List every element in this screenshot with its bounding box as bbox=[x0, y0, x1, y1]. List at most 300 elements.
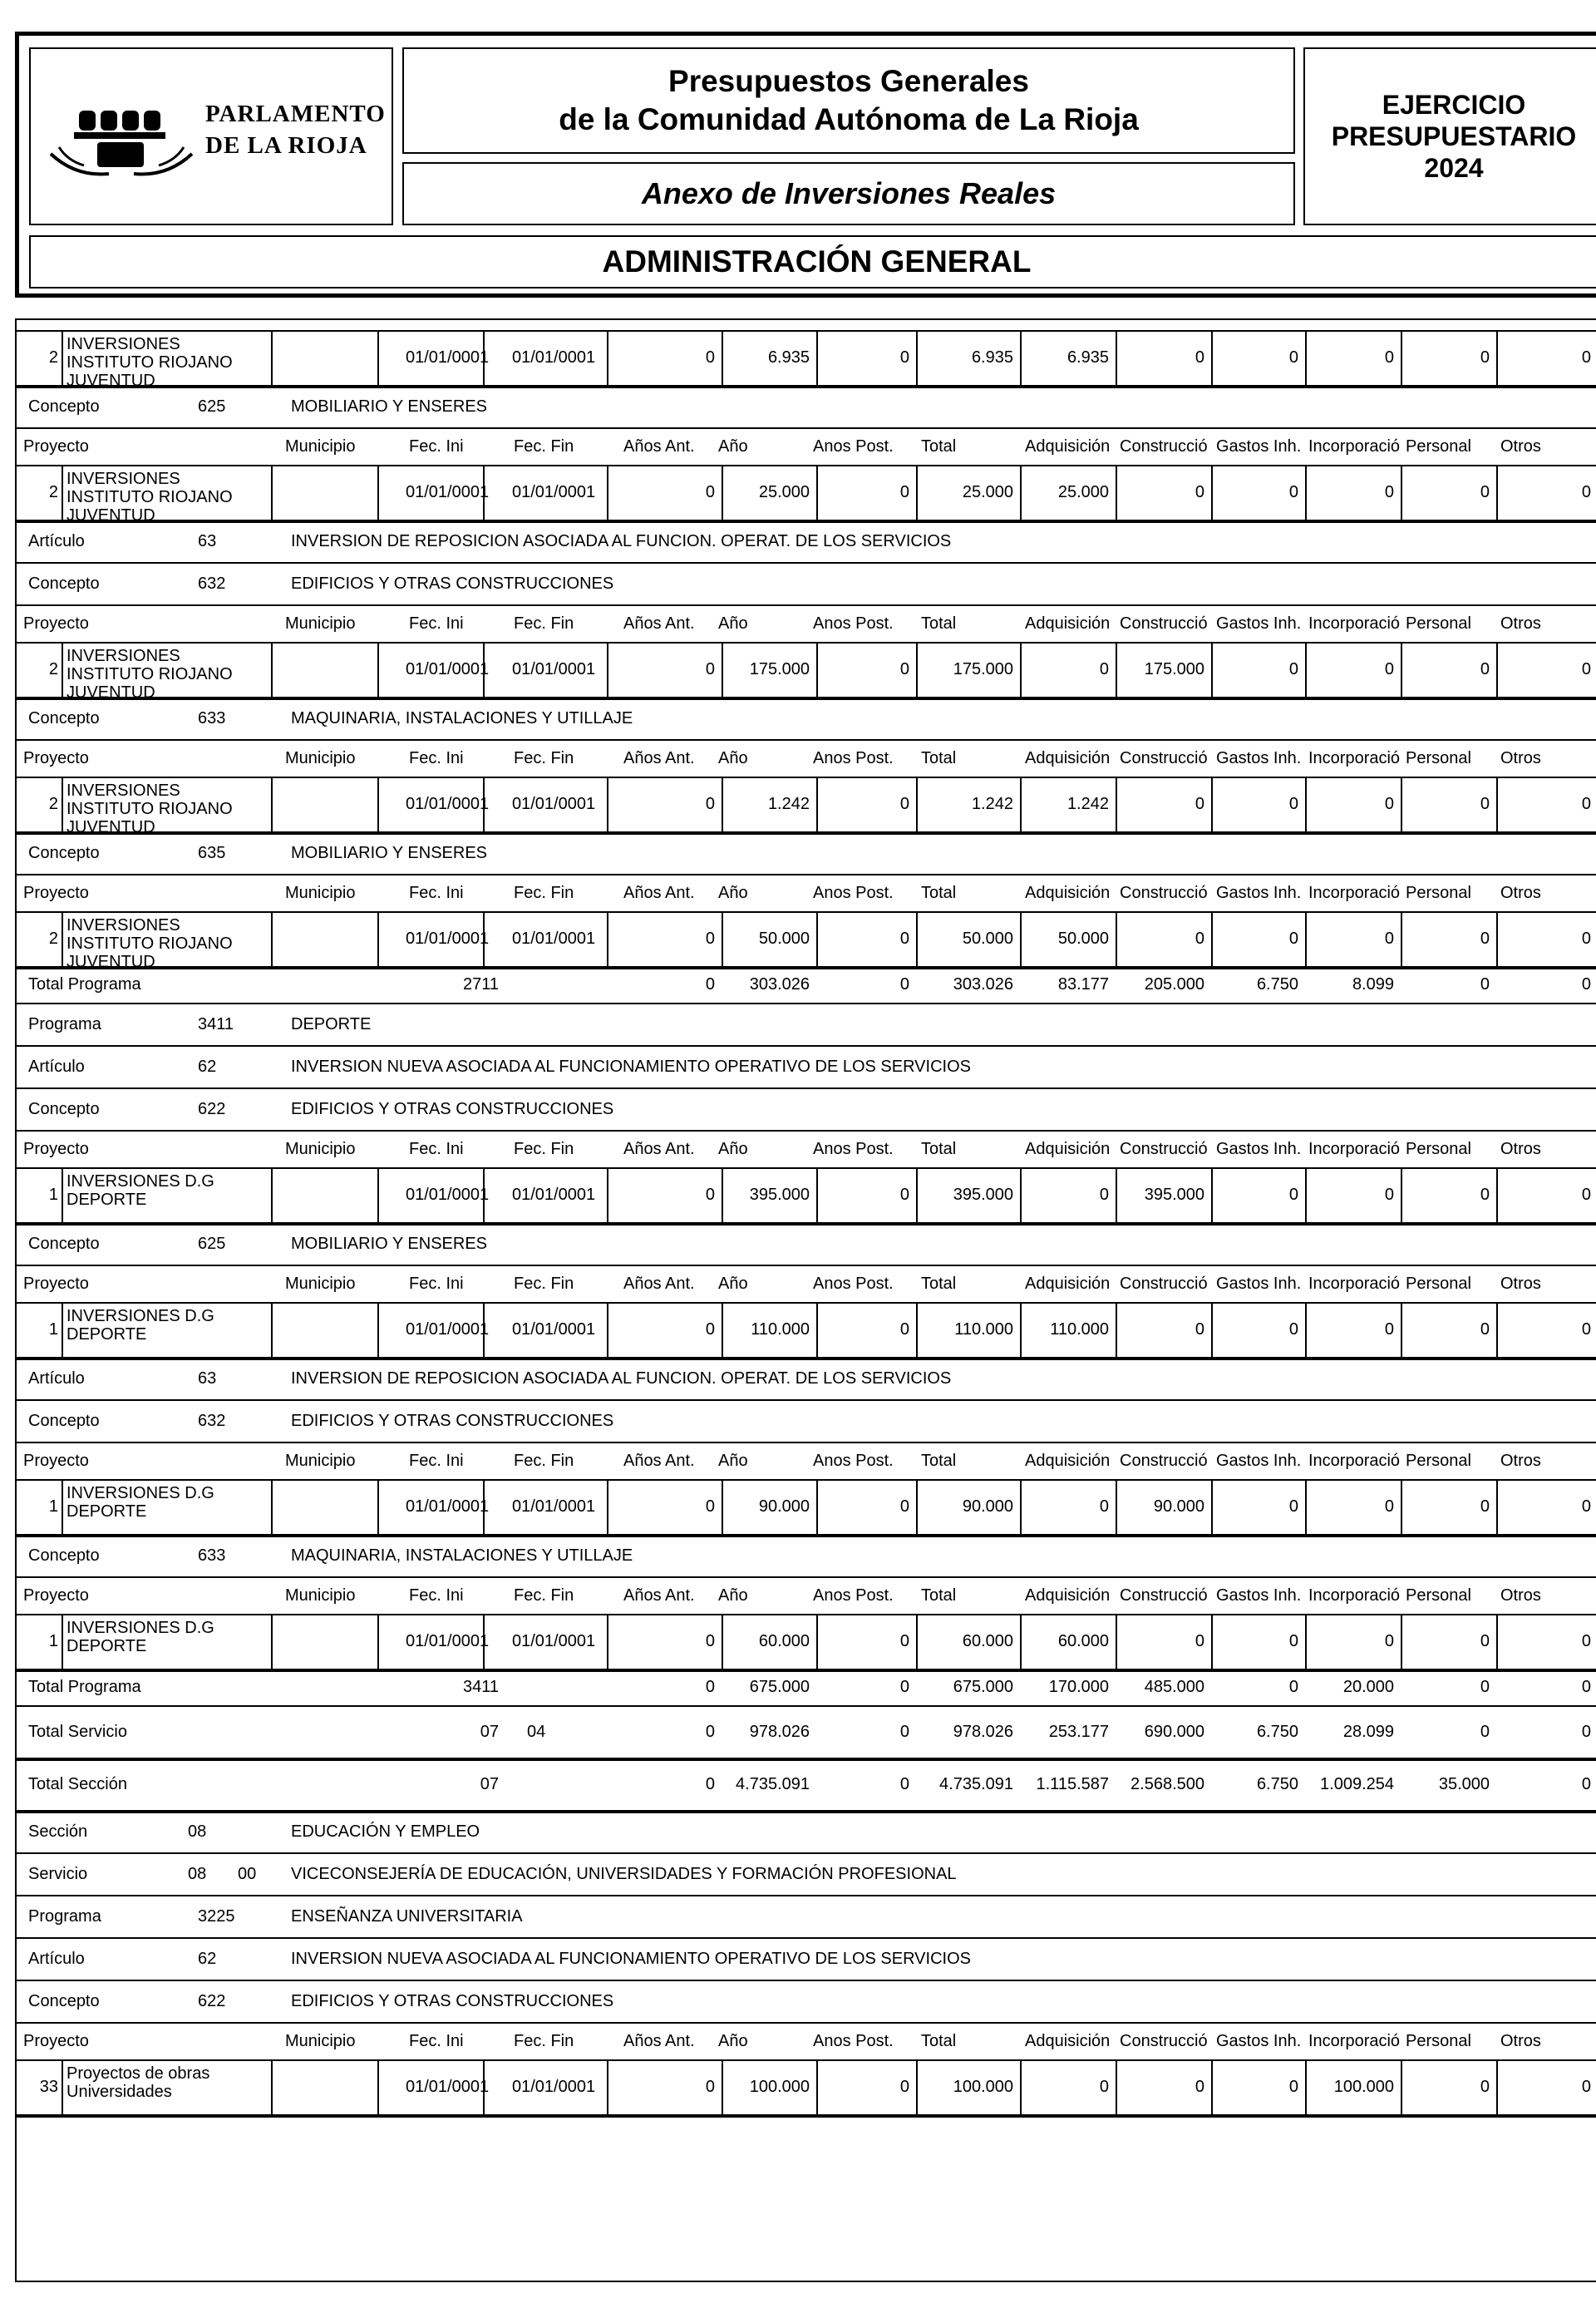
row-description: INVERSION NUEVA ASOCIADA AL FUNCIONAMIENTO OPERATIVO DE LOS SERVICIOS bbox=[291, 1058, 971, 1076]
cell-divider bbox=[62, 332, 63, 385]
total-row bbox=[17, 1670, 1596, 1707]
amount-cell: 0 bbox=[899, 660, 909, 678]
column-header: Año bbox=[718, 614, 748, 633]
cell-divider bbox=[377, 1169, 379, 1222]
column-header: Adquisición bbox=[1025, 1140, 1111, 1158]
cell-divider bbox=[271, 913, 273, 966]
amount-cell: 175.000 bbox=[749, 660, 810, 678]
amount-cell: 100.000 bbox=[1333, 2078, 1394, 2096]
amount-cell: 50.000 bbox=[758, 930, 810, 948]
amount-cell: 0 bbox=[1384, 1186, 1394, 1204]
project-start-date: 01/01/0001 bbox=[406, 1320, 490, 1339]
classification-row bbox=[17, 1401, 1596, 1443]
column-header: Incorporació bbox=[1308, 2032, 1401, 2050]
classification-row bbox=[17, 1004, 1596, 1047]
amount-cell: 0 bbox=[1581, 930, 1591, 948]
section-title: ADMINISTRACIÓN GENERAL bbox=[602, 244, 1032, 279]
project-start-date: 01/01/0001 bbox=[406, 1497, 490, 1516]
cell-divider bbox=[271, 1169, 273, 1222]
amount-cell: 60.000 bbox=[962, 1632, 1013, 1650]
cell-divider bbox=[271, 1481, 273, 1534]
column-header: Total bbox=[921, 1275, 957, 1293]
amount-cell: 0 bbox=[1384, 1497, 1394, 1516]
column-header: Otros bbox=[1500, 2032, 1541, 2050]
amount-cell: 6.935 bbox=[971, 348, 1013, 367]
column-header: Construcció bbox=[1120, 437, 1208, 456]
amount-cell: 0 bbox=[1288, 1186, 1298, 1204]
column-header: Incorporació bbox=[1308, 749, 1401, 767]
row-code: 633 bbox=[198, 709, 226, 727]
amount-cell: 90.000 bbox=[1153, 1497, 1204, 1516]
column-header: Municipio bbox=[285, 1140, 356, 1158]
total-code: 07 bbox=[480, 1775, 499, 1793]
project-name: INVERSIONES INSTITUTO RIOJANO JUVENTUD bbox=[66, 782, 233, 836]
column-header: Incorporació bbox=[1308, 1140, 1401, 1158]
amount-cell: 6.935 bbox=[1066, 348, 1109, 367]
row-code2: 00 bbox=[238, 1865, 257, 1883]
total-code: 3411 bbox=[462, 1678, 499, 1696]
classification-row bbox=[17, 387, 1596, 429]
column-header: Construcció bbox=[1120, 1452, 1208, 1470]
column-header: Total bbox=[921, 884, 957, 902]
amount-cell: 0 bbox=[1581, 1632, 1591, 1650]
cell-divider bbox=[62, 1615, 63, 1669]
amount-cell: 25.000 bbox=[962, 483, 1013, 501]
total-code: 07 bbox=[480, 1723, 499, 1741]
classification-row bbox=[17, 1896, 1596, 1939]
total-amount: 0 bbox=[705, 1775, 715, 1793]
row-description: INVERSION DE REPOSICION ASOCIADA AL FUNCION. OPERAT. DE LOS SERVICIOS bbox=[291, 532, 952, 550]
column-header: Fec. Ini bbox=[409, 884, 464, 902]
row-description: INVERSION NUEVA ASOCIADA AL FUNCIONAMIENTO OPERATIVO DE LOS SERVICIOS bbox=[291, 1950, 971, 1968]
total-label: Total Programa bbox=[28, 1678, 141, 1696]
total-amount: 485.000 bbox=[1144, 1678, 1204, 1696]
fiscal-year-line2: PRESUPUESTARIO bbox=[1331, 121, 1577, 151]
amount-cell: 0 bbox=[1480, 660, 1490, 678]
row-label: Artículo bbox=[28, 1058, 85, 1076]
column-header: Proyecto bbox=[23, 884, 89, 902]
row-label: Concepto bbox=[28, 709, 100, 727]
amount-cell: 0 bbox=[899, 483, 909, 501]
column-header: Anos Post. bbox=[813, 1586, 894, 1605]
column-header: Proyecto bbox=[23, 614, 89, 633]
column-header: Fec. Fin bbox=[514, 614, 574, 633]
project-number: 1 bbox=[48, 1186, 58, 1204]
column-header: Adquisición bbox=[1025, 1586, 1111, 1605]
cell-divider bbox=[377, 466, 379, 520]
column-header: Año bbox=[718, 1586, 748, 1605]
total-amount: 4.735.091 bbox=[939, 1775, 1013, 1793]
total-amount: 6.750 bbox=[1256, 975, 1298, 994]
column-header: Proyecto bbox=[23, 749, 89, 767]
row-label: Concepto bbox=[28, 1992, 100, 2010]
column-header-row bbox=[17, 429, 1596, 466]
project-end-date: 01/01/0001 bbox=[512, 1497, 596, 1516]
column-header: Total bbox=[921, 749, 957, 767]
project-start-date: 01/01/0001 bbox=[406, 348, 490, 367]
cell-divider bbox=[271, 1304, 273, 1357]
amount-cell: 0 bbox=[705, 1320, 715, 1339]
parliament-logo-box bbox=[29, 47, 393, 225]
amount-cell: 50.000 bbox=[962, 930, 1013, 948]
amount-cell: 0 bbox=[1480, 348, 1490, 367]
total-amount: 170.000 bbox=[1048, 1678, 1109, 1696]
table-top-strip bbox=[17, 320, 1596, 332]
row-description: MOBILIARIO Y ENSERES bbox=[291, 1235, 488, 1253]
column-header: Gastos Inh. bbox=[1216, 614, 1302, 633]
classification-row bbox=[17, 1224, 1596, 1266]
column-header: Fec. Ini bbox=[409, 1140, 464, 1158]
row-description: MOBILIARIO Y ENSERES bbox=[291, 844, 488, 862]
amount-cell: 0 bbox=[1384, 348, 1394, 367]
column-header: Fec. Fin bbox=[514, 437, 574, 456]
column-header: Construcció bbox=[1120, 1140, 1208, 1158]
amount-cell: 0 bbox=[1384, 1632, 1394, 1650]
column-header: Anos Post. bbox=[813, 884, 894, 902]
row-description: DEPORTE bbox=[291, 1015, 372, 1033]
column-header: Año bbox=[718, 884, 748, 902]
column-header: Personal bbox=[1406, 1452, 1471, 1470]
total-row bbox=[17, 968, 1596, 1004]
classification-row bbox=[17, 1359, 1596, 1401]
project-number: 2 bbox=[48, 930, 58, 948]
fiscal-year-line1: EJERCICIO bbox=[1382, 90, 1526, 120]
cell-divider bbox=[62, 913, 63, 966]
row-label: Concepto bbox=[28, 1546, 100, 1565]
column-header: Municipio bbox=[285, 749, 356, 767]
row-code: 625 bbox=[198, 1235, 226, 1253]
cell-divider bbox=[62, 778, 63, 831]
column-header: Total bbox=[921, 437, 957, 456]
total-amount: 6.750 bbox=[1256, 1775, 1298, 1793]
column-header-row bbox=[17, 606, 1596, 644]
fiscal-year-box bbox=[1303, 47, 1596, 225]
project-name: INVERSIONES INSTITUTO RIOJANO JUVENTUD bbox=[66, 916, 233, 971]
total-amount: 0 bbox=[705, 1678, 715, 1696]
amount-cell: 0 bbox=[1288, 660, 1298, 678]
row-code: 633 bbox=[198, 1546, 226, 1565]
row-label: Concepto bbox=[28, 1412, 100, 1430]
column-header: Municipio bbox=[285, 1586, 356, 1605]
column-header: Proyecto bbox=[23, 2032, 89, 2050]
cell-divider bbox=[271, 778, 273, 831]
amount-cell: 0 bbox=[705, 930, 715, 948]
column-header: Anos Post. bbox=[813, 614, 894, 633]
cell-divider bbox=[62, 2061, 63, 2114]
column-header: Fec. Fin bbox=[514, 884, 574, 902]
total-amount: 253.177 bbox=[1048, 1723, 1109, 1741]
total-amount: 0 bbox=[705, 1723, 715, 1741]
project-number: 2 bbox=[48, 660, 58, 678]
amount-cell: 0 bbox=[1384, 930, 1394, 948]
row-label: Concepto bbox=[28, 1235, 100, 1253]
column-header: Construcció bbox=[1120, 614, 1208, 633]
total-amount: 675.000 bbox=[749, 1678, 810, 1696]
amount-cell: 60.000 bbox=[758, 1632, 810, 1650]
column-header: Año bbox=[718, 749, 748, 767]
column-header: Adquisición bbox=[1025, 1452, 1111, 1470]
project-row bbox=[17, 778, 1596, 835]
column-header: Adquisición bbox=[1025, 749, 1111, 767]
amount-cell: 0 bbox=[1581, 2078, 1591, 2096]
amount-cell: 0 bbox=[1480, 1632, 1490, 1650]
amount-cell: 175.000 bbox=[1144, 660, 1204, 678]
row-code: 3225 bbox=[198, 1907, 235, 1926]
column-header: Anos Post. bbox=[813, 437, 894, 456]
amount-cell: 0 bbox=[1195, 483, 1204, 501]
project-end-date: 01/01/0001 bbox=[512, 1186, 596, 1204]
amount-cell: 0 bbox=[1288, 1632, 1298, 1650]
amount-cell: 0 bbox=[1099, 1497, 1109, 1516]
amount-cell: 0 bbox=[1384, 1320, 1394, 1339]
project-number: 2 bbox=[48, 483, 58, 501]
amount-cell: 0 bbox=[1288, 930, 1298, 948]
total-amount: 978.026 bbox=[749, 1723, 810, 1741]
project-number: 1 bbox=[48, 1632, 58, 1650]
row-code: 632 bbox=[198, 1412, 226, 1430]
column-header: Fec. Ini bbox=[409, 2032, 464, 2050]
column-header: Anos Post. bbox=[813, 749, 894, 767]
project-end-date: 01/01/0001 bbox=[512, 660, 596, 678]
row-description: EDIFICIOS Y OTRAS CONSTRUCCIONES bbox=[291, 1100, 614, 1118]
total-amount: 0 bbox=[1480, 975, 1490, 994]
cell-divider bbox=[377, 644, 379, 697]
column-header: Municipio bbox=[285, 884, 356, 902]
project-end-date: 01/01/0001 bbox=[512, 348, 596, 367]
project-row bbox=[17, 2061, 1596, 2118]
total-amount: 6.750 bbox=[1256, 1723, 1298, 1741]
amount-cell: 0 bbox=[1288, 1320, 1298, 1339]
investment-table bbox=[15, 318, 1596, 2282]
column-header: Gastos Inh. bbox=[1216, 749, 1302, 767]
project-end-date: 01/01/0001 bbox=[512, 1632, 596, 1650]
row-label: Servicio bbox=[28, 1865, 88, 1883]
total-amount: 35.000 bbox=[1438, 1775, 1490, 1793]
project-name: INVERSIONES D.G DEPORTE bbox=[66, 1484, 214, 1521]
row-label: Artículo bbox=[28, 532, 85, 550]
project-number: 33 bbox=[39, 2078, 58, 2096]
total-amount: 0 bbox=[1581, 975, 1591, 994]
column-header: Gastos Inh. bbox=[1216, 437, 1302, 456]
classification-row bbox=[17, 833, 1596, 875]
row-description: VICECONSEJERÍA DE EDUCACIÓN, UNIVERSIDADES Y FORMACIÓN PROFESIONAL bbox=[291, 1865, 957, 1883]
column-header-row bbox=[17, 1578, 1596, 1615]
row-label: Concepto bbox=[28, 1100, 100, 1118]
amount-cell: 0 bbox=[899, 1632, 909, 1650]
row-label: Artículo bbox=[28, 1950, 85, 1968]
logo-text-line1: PARLAMENTO bbox=[205, 101, 386, 127]
column-header: Municipio bbox=[285, 1275, 356, 1293]
cell-divider bbox=[271, 1615, 273, 1669]
amount-cell: 395.000 bbox=[953, 1186, 1013, 1204]
column-header: Año bbox=[718, 1275, 748, 1293]
row-code: 632 bbox=[198, 575, 226, 593]
amount-cell: 0 bbox=[1480, 1497, 1490, 1516]
column-header: Incorporació bbox=[1308, 1586, 1401, 1605]
amount-cell: 0 bbox=[1480, 1186, 1490, 1204]
amount-cell: 0 bbox=[705, 2078, 715, 2096]
total-amount: 0 bbox=[1581, 1678, 1591, 1696]
row-description: EDUCACIÓN Y EMPLEO bbox=[291, 1822, 480, 1841]
row-code: 08 bbox=[188, 1865, 207, 1883]
column-header: Adquisición bbox=[1025, 1275, 1111, 1293]
project-row bbox=[17, 913, 1596, 969]
column-header: Personal bbox=[1406, 749, 1471, 767]
amount-cell: 395.000 bbox=[1144, 1186, 1204, 1204]
column-header: Incorporació bbox=[1308, 1452, 1401, 1470]
row-label: Concepto bbox=[28, 844, 100, 862]
project-number: 1 bbox=[48, 1320, 58, 1339]
row-description: EDIFICIOS Y OTRAS CONSTRUCCIONES bbox=[291, 1992, 614, 2010]
total-label: Total Sección bbox=[28, 1775, 127, 1793]
column-header: Otros bbox=[1500, 1586, 1541, 1605]
total-row bbox=[17, 1707, 1596, 1761]
amount-cell: 0 bbox=[705, 348, 715, 367]
project-start-date: 01/01/0001 bbox=[406, 795, 490, 813]
amount-cell: 60.000 bbox=[1057, 1632, 1109, 1650]
project-name: INVERSIONES D.G DEPORTE bbox=[66, 1307, 214, 1344]
column-header: Años Ant. bbox=[623, 1275, 695, 1293]
project-end-date: 01/01/0001 bbox=[512, 483, 596, 501]
amount-cell: 0 bbox=[899, 795, 909, 813]
classification-row bbox=[17, 1939, 1596, 1981]
column-header: Incorporació bbox=[1308, 1275, 1401, 1293]
amount-cell: 1.242 bbox=[767, 795, 810, 813]
amount-cell: 0 bbox=[705, 483, 715, 501]
cell-divider bbox=[62, 1481, 63, 1534]
amount-cell: 0 bbox=[1195, 348, 1204, 367]
amount-cell: 0 bbox=[1195, 1632, 1204, 1650]
column-header: Años Ant. bbox=[623, 1140, 695, 1158]
column-header: Año bbox=[718, 1452, 748, 1470]
row-code: 63 bbox=[198, 532, 217, 550]
column-header: Municipio bbox=[285, 2032, 356, 2050]
column-header: Total bbox=[921, 2032, 957, 2050]
row-description: MAQUINARIA, INSTALACIONES Y UTILLAJE bbox=[291, 1546, 633, 1565]
cell-divider bbox=[271, 332, 273, 385]
amount-cell: 0 bbox=[899, 2078, 909, 2096]
cell-divider bbox=[377, 1304, 379, 1357]
cell-divider bbox=[62, 1304, 63, 1357]
row-code: 63 bbox=[198, 1369, 217, 1388]
column-header: Gastos Inh. bbox=[1216, 884, 1302, 902]
total-label: Total Servicio bbox=[28, 1723, 127, 1741]
column-header: Construcció bbox=[1120, 2032, 1208, 2050]
amount-cell: 0 bbox=[899, 1320, 909, 1339]
total-row bbox=[17, 1759, 1596, 1813]
project-name: INVERSIONES INSTITUTO RIOJANO JUVENTUD bbox=[66, 647, 233, 702]
column-header: Años Ant. bbox=[623, 437, 695, 456]
amount-cell: 0 bbox=[1581, 348, 1591, 367]
amount-cell: 0 bbox=[1099, 2078, 1109, 2096]
total-amount: 8.099 bbox=[1352, 975, 1394, 994]
project-start-date: 01/01/0001 bbox=[406, 2078, 490, 2096]
total-amount: 0 bbox=[1480, 1723, 1490, 1741]
column-header: Adquisición bbox=[1025, 2032, 1111, 2050]
column-header: Gastos Inh. bbox=[1216, 1140, 1302, 1158]
amount-cell: 0 bbox=[1480, 930, 1490, 948]
amount-cell: 0 bbox=[1195, 2078, 1204, 2096]
amount-cell: 0 bbox=[705, 660, 715, 678]
column-header-row bbox=[17, 741, 1596, 778]
amount-cell: 1.242 bbox=[1066, 795, 1109, 813]
total-amount: 0 bbox=[899, 975, 909, 994]
amount-cell: 0 bbox=[1288, 795, 1298, 813]
amount-cell: 0 bbox=[1195, 1320, 1204, 1339]
cell-divider bbox=[377, 913, 379, 966]
row-code: 62 bbox=[198, 1950, 217, 1968]
column-header: Años Ant. bbox=[623, 2032, 695, 2050]
column-header: Años Ant. bbox=[623, 749, 695, 767]
total-amount: 205.000 bbox=[1144, 975, 1204, 994]
cell-divider bbox=[377, 1615, 379, 1669]
amount-cell: 0 bbox=[899, 1186, 909, 1204]
column-header: Adquisición bbox=[1025, 437, 1111, 456]
total-code2: 04 bbox=[527, 1723, 546, 1741]
total-amount: 1.009.254 bbox=[1320, 1775, 1394, 1793]
column-header: Anos Post. bbox=[813, 1275, 894, 1293]
total-amount: 0 bbox=[1581, 1775, 1591, 1793]
column-header: Total bbox=[921, 1140, 957, 1158]
amount-cell: 0 bbox=[1099, 1186, 1109, 1204]
column-header: Fec. Fin bbox=[514, 2032, 574, 2050]
row-code: 622 bbox=[198, 1100, 226, 1118]
amount-cell: 0 bbox=[1288, 1497, 1298, 1516]
amount-cell: 0 bbox=[705, 795, 715, 813]
cell-divider bbox=[62, 644, 63, 697]
column-header: Proyecto bbox=[23, 1275, 89, 1293]
column-header: Personal bbox=[1406, 614, 1471, 633]
amount-cell: 0 bbox=[1581, 795, 1591, 813]
column-header: Año bbox=[718, 2032, 748, 2050]
row-code: 3411 bbox=[198, 1015, 234, 1033]
column-header: Incorporació bbox=[1308, 884, 1401, 902]
cell-divider bbox=[271, 466, 273, 520]
amount-cell: 0 bbox=[1288, 483, 1298, 501]
project-name: INVERSIONES D.G DEPORTE bbox=[66, 1619, 214, 1655]
row-label: Concepto bbox=[28, 575, 100, 593]
project-number: 2 bbox=[48, 795, 58, 813]
cell-divider bbox=[62, 1169, 63, 1222]
column-header: Años Ant. bbox=[623, 884, 695, 902]
row-code: 635 bbox=[198, 844, 226, 862]
row-label: Concepto bbox=[28, 397, 100, 416]
amount-cell: 90.000 bbox=[962, 1497, 1013, 1516]
column-header: Otros bbox=[1500, 437, 1541, 456]
cell-divider bbox=[377, 778, 379, 831]
cell-divider bbox=[377, 2061, 379, 2114]
total-amount: 20.000 bbox=[1342, 1678, 1394, 1696]
column-header: Adquisición bbox=[1025, 614, 1111, 633]
total-amount: 0 bbox=[1480, 1678, 1490, 1696]
column-header: Construcció bbox=[1120, 884, 1208, 902]
amount-cell: 0 bbox=[1195, 930, 1204, 948]
amount-cell: 0 bbox=[1480, 483, 1490, 501]
classification-row bbox=[17, 521, 1596, 564]
classification-row bbox=[17, 1854, 1596, 1896]
project-row bbox=[17, 466, 1596, 523]
total-amount: 0 bbox=[899, 1723, 909, 1741]
total-amount: 0 bbox=[1581, 1723, 1591, 1741]
amount-cell: 0 bbox=[705, 1632, 715, 1650]
amount-cell: 175.000 bbox=[953, 660, 1013, 678]
column-header: Fec. Fin bbox=[514, 1586, 574, 1605]
column-header-row bbox=[17, 1132, 1596, 1169]
column-header: Municipio bbox=[285, 1452, 356, 1470]
row-description: MAQUINARIA, INSTALACIONES Y UTILLAJE bbox=[291, 709, 633, 727]
amount-cell: 0 bbox=[1195, 795, 1204, 813]
total-amount: 2.568.500 bbox=[1130, 1775, 1204, 1793]
